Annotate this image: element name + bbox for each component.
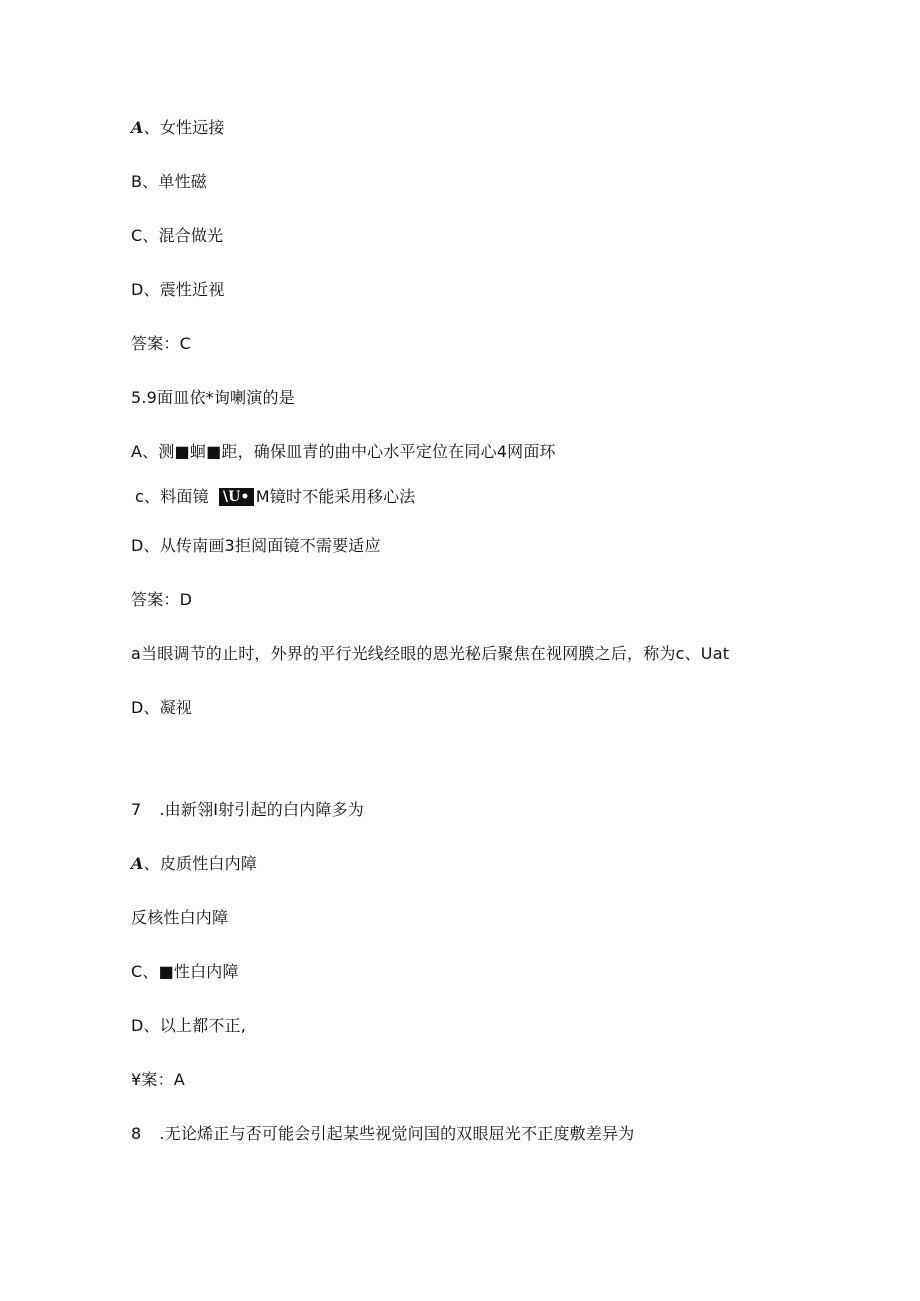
question-number: 8 bbox=[131, 1124, 142, 1143]
option-c: C、混合做光 bbox=[131, 226, 224, 245]
answer-line: ¥案：A bbox=[131, 1070, 185, 1089]
option-text-before: c、料面镜 bbox=[135, 487, 209, 506]
option-a-measure: A、测■蛔■距，确保皿青的曲中心水平定位在同心4网面环 bbox=[131, 442, 556, 461]
option-nuclear: 反核性白内障 bbox=[131, 908, 229, 927]
answer-line: 答案：C bbox=[131, 334, 191, 353]
option-d-gaze: D、凝视 bbox=[131, 698, 193, 717]
question-text: .由新翎I射引起的白内障多为 bbox=[159, 800, 364, 819]
option-c-lens bbox=[135, 486, 416, 508]
option-a-cortical bbox=[131, 853, 257, 875]
option-text: 、女性远接 bbox=[143, 118, 225, 137]
question-text: .无论烯正与否可能会引起某些视觉问国的双眼屈光不正度敷差异为 bbox=[159, 1124, 635, 1143]
option-d-none: D、以上都不正, bbox=[131, 1016, 247, 1035]
inline-stamp-glyph: \U• bbox=[219, 488, 254, 506]
question-number: 7 bbox=[131, 800, 142, 819]
option-letter: A bbox=[131, 854, 144, 873]
option-d: D、震性近视 bbox=[131, 280, 225, 299]
option-b: B、单性磁 bbox=[131, 172, 207, 191]
question-6: a当眼调节的止时，外界的平行光线经眼的恩光秘后聚焦在视网膜之后，称为c、Uat bbox=[131, 644, 730, 663]
option-a-female-distance bbox=[131, 117, 225, 139]
question-5-9: 5.9面皿依*询喇演的是 bbox=[131, 388, 295, 407]
option-d-adapt: D、从传南画3拒阅面镜不需要适应 bbox=[131, 536, 381, 555]
answer-line: 答案：D bbox=[131, 590, 193, 609]
option-letter: A bbox=[131, 118, 144, 137]
question-8 bbox=[131, 1123, 634, 1145]
option-c-cataract: C、■性白内障 bbox=[131, 962, 239, 981]
question-7 bbox=[131, 799, 364, 821]
option-text: 、皮质性白内障 bbox=[143, 854, 258, 873]
option-text-after: M镜时不能采用移心法 bbox=[255, 487, 416, 506]
